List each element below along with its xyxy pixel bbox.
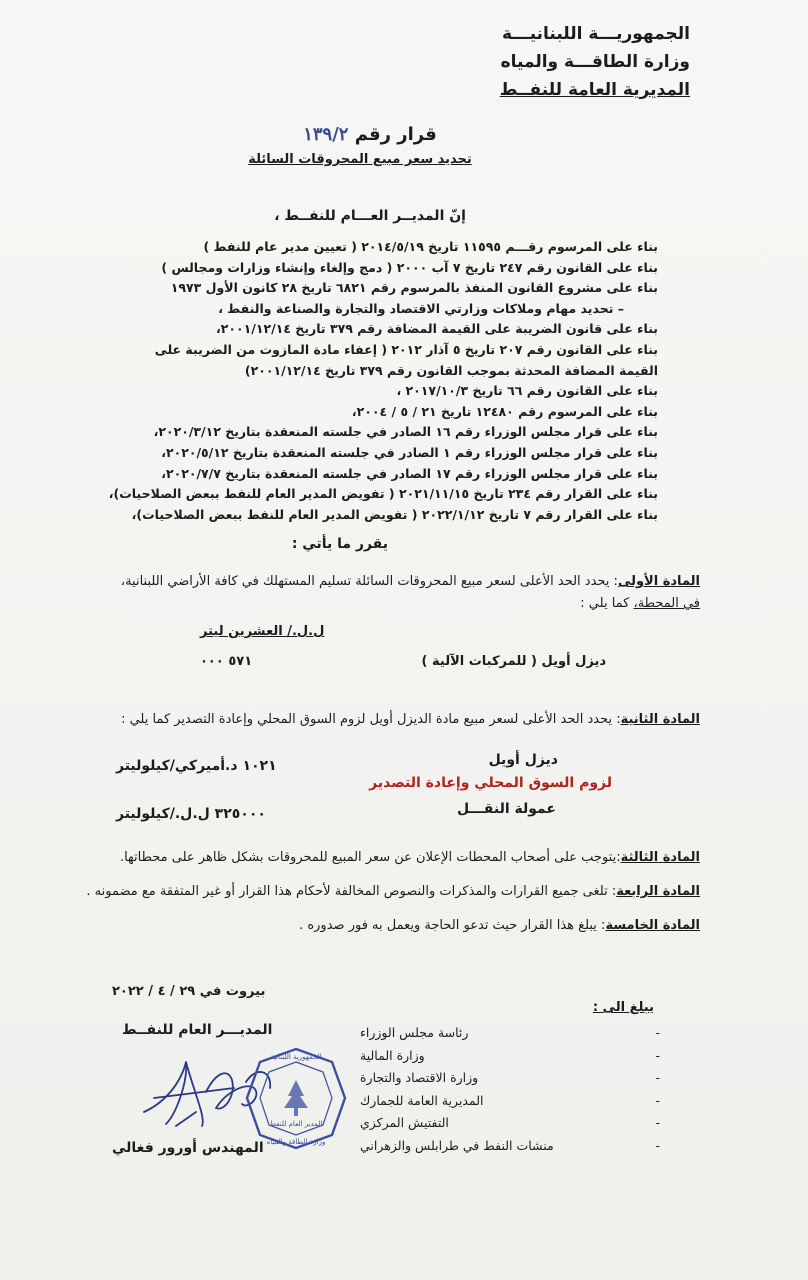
preamble-line: بناء على القانون رقم ٦٦ تاريخ ٢٠١٧/١٠/٣ ، bbox=[396, 383, 658, 399]
preamble-line: بناء على قرار مجلس الوزراء رقم ١ الصادر في جلسته المنعقدة بتاريخ ٢٠٢٠/٥/١٢، bbox=[161, 444, 658, 460]
distribution-item bbox=[360, 1045, 660, 1068]
preamble-line: القيمة المضافة المحدثة بموجب القانون رقم ٣٧٩ تاريخ ٢٠٠١/١٢/١٤) bbox=[244, 362, 658, 378]
article-2-purpose: لزوم السوق المحلي وإعادة التصدير bbox=[369, 775, 612, 791]
preamble bbox=[98, 237, 658, 525]
preamble-line: بناء على القرار رقم ٢٣٤ تاريخ ٢٠٢١/١١/١٥ ( تفويض المدير العام للنفط ببعض الصلاحيات)، bbox=[108, 486, 658, 502]
decision-label: قرار رقم bbox=[354, 124, 437, 145]
preamble-line: بناء على المرسوم رقـــم ١١٥٩٥ تاريخ ٢٠١٤/٥/١٩ ( تعيين مدير عام للنفط ) bbox=[203, 239, 658, 254]
distribution-item-label: رئاسة مجلس الوزراء bbox=[360, 1025, 469, 1040]
article-3 bbox=[120, 848, 700, 868]
distribution-bullet: - bbox=[655, 1047, 660, 1063]
distribution-item-label: التفتيش المركزي bbox=[360, 1115, 449, 1130]
article-1-product: ديزل أويل ( للمركبات الآلية ) bbox=[421, 654, 606, 669]
distribution-item-label: منشات النفط في طرابلس والزهراني bbox=[360, 1137, 554, 1153]
decision-number bbox=[250, 124, 490, 145]
article-5-text: : يبلغ هذا القرار حيث تدعو الحاجة ويعمل به فور صدوره . bbox=[299, 918, 606, 933]
distribution-bullet: - bbox=[655, 1025, 660, 1040]
stamp-text-mid: المدير العام للنفط bbox=[269, 1120, 323, 1128]
distribution-item bbox=[360, 1112, 660, 1135]
signatory-title: المديـــر العام للنفــط bbox=[122, 1022, 273, 1038]
preamble-line: بناء على قرار مجلس الوزراء رقم ١٦ الصادر في جلسته المنعقدة بتاريخ ٢٠٢٠/٣/١٢، bbox=[153, 424, 658, 440]
article-2-transport: عمولة النقـــل bbox=[456, 801, 556, 817]
article-4 bbox=[86, 882, 700, 902]
article-1-station: في المحطة، bbox=[633, 596, 700, 611]
preamble-line: بناء على القانون رقم ٢٠٧ تاريخ ٥ آذار ٢٠١٢ ( إعفاء مادة المازوت من الضريبة على bbox=[154, 341, 658, 357]
preamble-line: بناء على قانون الضريبة على القيمة المضافة رقم ٣٧٩ تاريخ ٢٠٠١/١٢/١٤، bbox=[216, 321, 658, 337]
article-2-label: المادة الثانية bbox=[620, 712, 700, 727]
distribution-bullet: - bbox=[655, 1070, 660, 1085]
distribution-item bbox=[360, 1022, 660, 1045]
header-directorate: المديرية العامة للنفــط bbox=[499, 80, 690, 100]
distribution-item-label: وزارة الاقتصاد والتجارة bbox=[360, 1070, 479, 1085]
distribution-bullet: - bbox=[655, 1092, 660, 1108]
article-2-price-usd: ١٠٢١ د.أميركي/كيلوليتر bbox=[116, 758, 277, 774]
decision-number-value: ١٣٩/٢ bbox=[303, 124, 349, 145]
article-4-label: المادة الرابعة bbox=[616, 884, 700, 899]
preamble-line: – تحديد مهام وملاكات وزارتي الاقتصاد والتجارة والصناعة والنفط ، bbox=[218, 300, 624, 316]
preamble-line: بناء على المرسوم رقم ١٢٤٨٠ تاريخ ٢١ / ٥ / ٢٠٠٤، bbox=[351, 403, 658, 419]
stamp-text-top: الجمهورية اللبنانية bbox=[270, 1053, 322, 1061]
preamble-line: بناء على مشروع القانون المنفذ بالمرسوم رقم ٦٨٢١ تاريخ ٢٨ كانون الأول ١٩٧٣ bbox=[170, 280, 658, 296]
distribution-bullet: - bbox=[655, 1137, 660, 1153]
header-ministry: وزارة الطاقـــة والمياه bbox=[500, 52, 690, 72]
distribution-bullet: - bbox=[655, 1115, 660, 1130]
article-1-text2: كما يلي : bbox=[580, 596, 634, 611]
distribution-item bbox=[360, 1090, 660, 1113]
decision-subject: تحديد سعر مبيع المحروقات السائلة bbox=[248, 152, 472, 167]
decides-line: يقرر ما يأتي : bbox=[291, 536, 388, 552]
article-1-label: المادة الأولى bbox=[617, 574, 700, 589]
distribution-item bbox=[360, 1067, 660, 1090]
distribution-list bbox=[360, 1022, 660, 1157]
article-1-line2 bbox=[580, 594, 700, 614]
place-date: بيروت في ٢٩ / ٤ / ٢٠٢٢ bbox=[112, 984, 266, 999]
article-1 bbox=[121, 572, 700, 592]
article-2-text: : يحدد الحد الأعلى لسعر مبيع مادة الديزل أويل لزوم السوق المحلي وإعادة التصدير كما يلي : bbox=[121, 712, 621, 727]
official-stamp bbox=[244, 1046, 348, 1152]
article-2-price-lbp: ٣٢٥٠٠٠ ل.ل./كيلوليتر bbox=[116, 806, 266, 822]
signatory-name: المهندس أورور فغالي bbox=[112, 1140, 264, 1156]
distribution-item bbox=[360, 1135, 660, 1158]
article-1-text: : يحدد الحد الأعلى لسعر مبيع المحروقات السائلة تسليم المستهلك في كافة الأراضي اللبنانية، bbox=[120, 574, 618, 589]
header-republic: الجمهوريـــة اللبنانيـــة bbox=[501, 24, 690, 44]
distribution-title: يبلغ الى : bbox=[592, 1000, 654, 1015]
article-3-text: :يتوجب على أصحاب المحطات الإعلان عن سعر المبيع للمحروقات بشكل ظاهر على محطاتها. bbox=[119, 850, 621, 865]
article-3-label: المادة الثالثة bbox=[620, 850, 700, 865]
article-1-unit: ل.ل./ العشرين ليتر bbox=[200, 624, 325, 639]
preamble-line: بناء على قرار مجلس الوزراء رقم ١٧ الصادر في جلسته المنعقدة بتاريخ ٢٠٢٠/٧/٧، bbox=[161, 465, 658, 481]
preamble-line: بناء على القرار رقم ٧ تاريخ ٢٠٢٢/١/١٢ ( تفويض المدير العام للنفط ببعض الصلاحيات)، bbox=[131, 506, 658, 522]
article-4-text: : تلغى جميع القرارات والمذكرات والنصوص المخالفة لأحكام هذا القرار أو غير المتفقة مع مضمونه . bbox=[86, 884, 617, 899]
article-1-price: ٥٧١ ٠٠٠ bbox=[200, 654, 253, 669]
article-2 bbox=[121, 710, 700, 730]
preamble-line: بناء على القانون رقم ٢٤٧ تاريخ ٧ آب ٢٠٠٠ ( دمج وإلغاء وإنشاء وزارات ومجالس ) bbox=[161, 259, 658, 275]
intro-line: إنّ المديــر العـــام للنفــط ، bbox=[274, 208, 466, 224]
article-5 bbox=[299, 916, 700, 936]
distribution-item-label: المديرية العامة للجمارك bbox=[360, 1092, 484, 1108]
article-5-label: المادة الخامسة bbox=[605, 918, 700, 933]
stamp-text-bottom: وزارة الطاقة والمياه bbox=[266, 1138, 326, 1146]
distribution-item-label: وزارة المالية bbox=[360, 1047, 425, 1063]
article-2-product: ديزل أويل bbox=[488, 752, 558, 768]
